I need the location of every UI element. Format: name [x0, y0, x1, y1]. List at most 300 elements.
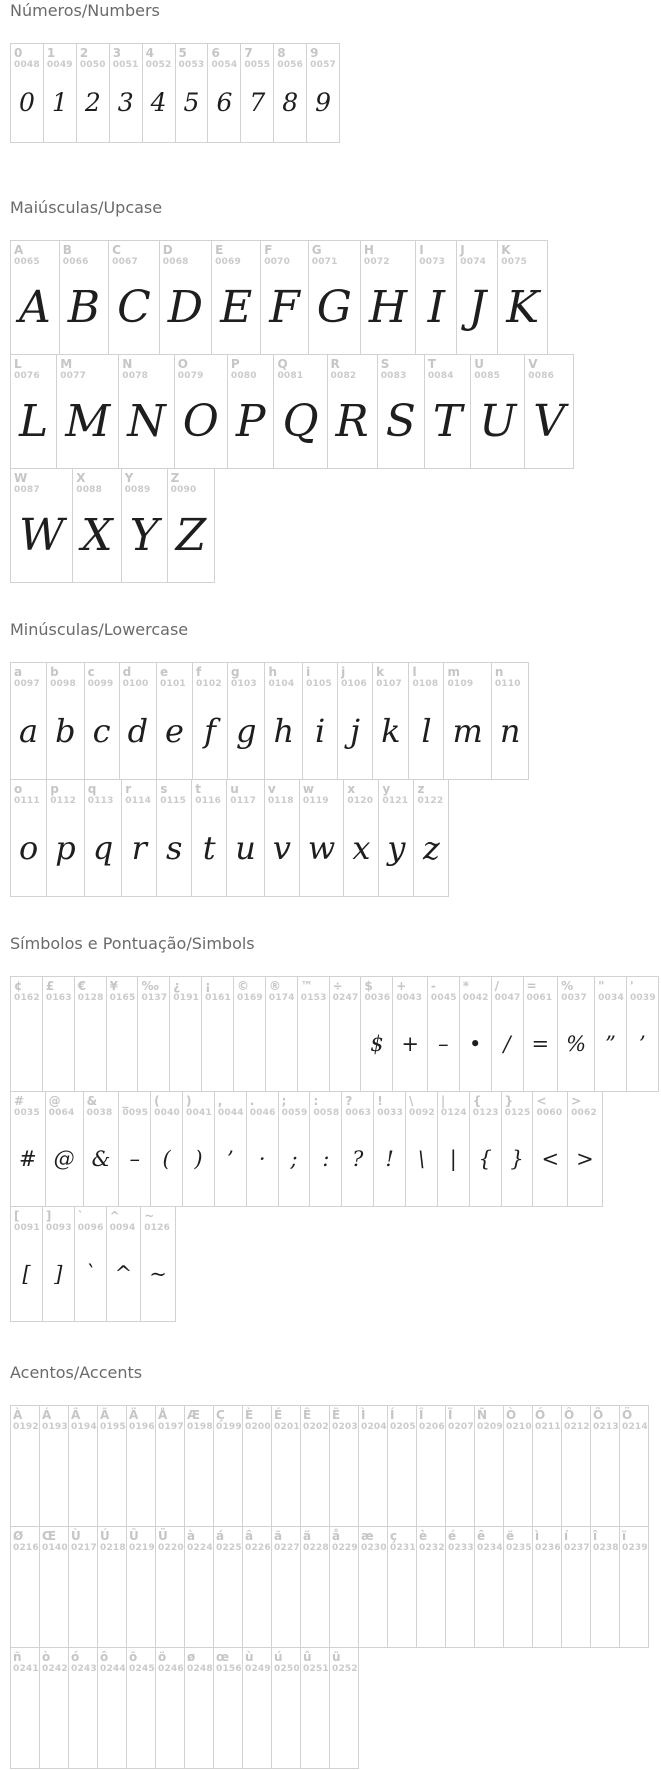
cell-char: ï [622, 1529, 627, 1543]
cell-code: 0210 [506, 1422, 532, 1432]
cell-char: ä [303, 1529, 312, 1543]
cell-glyph: > [576, 1146, 594, 1171]
cell-code: 0111 [14, 796, 40, 806]
cell-label [69, 1527, 97, 1556]
cell-char: B [62, 243, 72, 257]
cell-glyph: D [167, 281, 204, 333]
cell-code: 0120 [347, 796, 374, 806]
glyph-cell [68, 1405, 98, 1527]
cell-code: 0090 [170, 485, 197, 495]
cell-label [241, 44, 273, 73]
cell-glyph: v [272, 828, 291, 867]
cell-label [525, 355, 573, 384]
cell-char: e [160, 665, 169, 679]
cell-label [533, 1092, 567, 1121]
cell-glyph [69, 1435, 97, 1526]
cell-code: 0195 [100, 1422, 126, 1432]
cell-char: F [264, 243, 273, 257]
glyph-cell [45, 1091, 84, 1207]
cell-code: 0086 [528, 371, 555, 381]
cell-label [301, 1527, 329, 1556]
cell-glyph: A [19, 281, 51, 333]
glyph-cell [39, 1526, 69, 1648]
cell-char: a [14, 665, 23, 679]
cell-char: A [14, 243, 24, 257]
cell-label [141, 1207, 175, 1236]
cell-code: 0048 [14, 60, 40, 70]
cell-label [406, 1092, 437, 1121]
cell-glyph [98, 1556, 126, 1647]
glyph-cell [619, 1526, 649, 1648]
cell-glyph: [ [22, 1261, 31, 1286]
cell-code: 0053 [178, 60, 205, 70]
cell-char: £ [45, 979, 55, 993]
cell-label [568, 1092, 602, 1121]
cell-code: 0088 [76, 485, 103, 495]
glyph-cell [491, 662, 530, 780]
cell-char: ; [281, 1094, 287, 1108]
cell-glyph: i [314, 711, 326, 750]
cell-label [119, 1092, 150, 1121]
glyph-row [10, 1647, 661, 1769]
cell-code: 0156 [216, 1664, 242, 1674]
cell-char: ` [77, 1209, 84, 1223]
cell-char: œ [216, 1650, 230, 1664]
cell-char: < [536, 1094, 547, 1108]
glyph-cell [297, 976, 330, 1092]
cell-char: í [564, 1529, 569, 1543]
cell-glyph: L [19, 395, 49, 447]
cell-char: Ì [361, 1408, 366, 1422]
cell-char: z [417, 782, 425, 796]
cell-label [558, 977, 594, 1006]
cell-code: 0192 [13, 1422, 39, 1432]
cell-char: ó [71, 1650, 80, 1664]
cell-glyph [69, 1556, 97, 1647]
cell-char: Ç [216, 1408, 225, 1422]
cell-char: . [249, 1094, 255, 1108]
cell-label [156, 1527, 184, 1556]
cell-code: 0058 [313, 1108, 340, 1118]
glyph-cell [10, 976, 43, 1092]
cell-glyph [214, 1435, 242, 1526]
cell-char: ) [186, 1094, 192, 1108]
cell-code: 0081 [277, 371, 304, 381]
cell-glyph: W [19, 509, 65, 561]
cell-label [44, 44, 76, 73]
cell-char: é [448, 1529, 457, 1543]
glyph-cell [126, 1526, 156, 1648]
glyph-row [10, 1206, 661, 1322]
section-title: Números/Numbers [10, 1, 160, 20]
glyph-cell [470, 354, 525, 469]
cell-label [40, 1527, 68, 1556]
cell-glyph: C [117, 281, 151, 333]
cell-code: 0077 [60, 371, 87, 381]
cell-label [359, 1406, 387, 1435]
glyph-cell [590, 1405, 620, 1527]
cell-label [344, 780, 378, 809]
cell-code: 0230 [361, 1543, 387, 1553]
cell-code: 0234 [477, 1543, 503, 1553]
cell-char: ‰ [141, 979, 159, 993]
glyph-cell [227, 354, 275, 469]
cell-code: 0237 [564, 1543, 590, 1553]
glyph-cell [109, 43, 143, 143]
cell-glyph [11, 1006, 42, 1091]
glyph-cell [360, 240, 416, 355]
cell-label [46, 1092, 83, 1121]
glyph-cell [137, 976, 170, 1092]
glyph-cell [246, 1091, 279, 1207]
cell-label [73, 469, 120, 498]
glyph-row [10, 1526, 661, 1648]
cell-char: 5 [178, 46, 187, 60]
cell-code: 0206 [419, 1422, 445, 1432]
cell-label [425, 355, 470, 384]
cell-label [393, 977, 427, 1006]
cell-label [342, 1092, 373, 1121]
cell-label [214, 1527, 242, 1556]
cell-code: 0096 [77, 1223, 104, 1233]
glyph-cell [309, 1091, 342, 1207]
section-accents [10, 1364, 661, 1769]
glyph-cell [240, 43, 274, 143]
cell-char: = [526, 979, 537, 993]
cell-char: ì [535, 1529, 540, 1543]
cell-glyph: ] [54, 1261, 63, 1286]
cell-glyph [98, 1677, 126, 1768]
glyph-cell [106, 976, 139, 1092]
cell-glyph: e [165, 711, 184, 750]
cell-char: ™ [300, 979, 313, 993]
cell-code: 0233 [448, 1543, 474, 1553]
cell-code: 0118 [267, 796, 294, 806]
glyph-cell [84, 662, 120, 780]
cell-code: 0034 [598, 993, 624, 1003]
cell-char: $ [364, 979, 373, 993]
cell-code: 0121 [382, 796, 409, 806]
glyph-cell [74, 1206, 107, 1322]
cell-code: 0033 [377, 1108, 404, 1118]
glyph-cell [191, 779, 227, 897]
glyph-row [10, 354, 661, 469]
cell-code: 0194 [71, 1422, 97, 1432]
cell-code: 0137 [141, 993, 168, 1003]
glyph-cell [226, 779, 265, 897]
cell-label [388, 1406, 416, 1435]
cell-glyph [301, 1435, 329, 1526]
glyph-cell [142, 43, 176, 143]
cell-char: ç [390, 1529, 398, 1543]
cell-label [212, 241, 260, 270]
cell-char: r [125, 782, 132, 796]
glyph-cell [271, 1526, 301, 1648]
glyph-cell [265, 976, 298, 1092]
cell-char: N [122, 357, 133, 371]
cell-char: ë [506, 1529, 515, 1543]
cell-label [227, 780, 264, 809]
glyph-cell [561, 1405, 591, 1527]
cell-code: 0065 [14, 257, 40, 267]
glyph-cell [126, 1647, 156, 1769]
cell-label [156, 1648, 184, 1677]
glyph-cell [408, 662, 444, 780]
cell-label [193, 663, 227, 692]
glyph-cell [140, 1206, 176, 1322]
glyph-cell [97, 1647, 127, 1769]
cell-code: 0241 [13, 1664, 39, 1674]
cell-char: ã [274, 1529, 283, 1543]
cell-label [409, 663, 443, 692]
cell-code: 0219 [129, 1543, 155, 1553]
cell-label [274, 44, 306, 73]
cell-code: 0036 [364, 993, 391, 1003]
cell-code: 0238 [593, 1543, 619, 1553]
cell-glyph [69, 1677, 97, 1768]
cell-label [127, 1527, 155, 1556]
glyph-cell [474, 1526, 504, 1648]
cell-glyph: # [19, 1146, 37, 1171]
glyph-cell [167, 468, 216, 583]
cell-code: 0227 [274, 1543, 300, 1553]
cell-glyph: r [131, 828, 147, 867]
cell-glyph [417, 1556, 445, 1647]
cell-char: @ [48, 1094, 61, 1108]
glyph-cell [501, 1091, 534, 1207]
glyph-cell [300, 1526, 330, 1648]
cell-char: { [472, 1094, 482, 1108]
section-title: Minúsculas/Lowercase [10, 620, 189, 639]
cell-glyph: • [469, 1031, 482, 1056]
cell-glyph: ’ [639, 1031, 646, 1056]
cell-label [47, 780, 83, 809]
cell-code: 0087 [14, 485, 40, 495]
cell-char: Î [419, 1408, 424, 1422]
cell-code: 0250 [274, 1664, 300, 1674]
cell-code: 0161 [205, 993, 232, 1003]
cell-code: 0191 [173, 993, 200, 1003]
cell-code: 0213 [593, 1422, 619, 1432]
cell-label [120, 663, 156, 692]
cell-glyph [127, 1556, 155, 1647]
cell-char: Z [170, 471, 180, 485]
cell-code: 0047 [494, 993, 521, 1003]
cell-label [310, 1092, 341, 1121]
glyph-cell [42, 1206, 75, 1322]
cell-code: 0247 [332, 993, 359, 1003]
cell-char: P [230, 357, 240, 371]
cell-code: 0198 [187, 1422, 213, 1432]
cell-label [11, 355, 56, 384]
cell-char: ò [42, 1650, 51, 1664]
cell-code: 0084 [427, 371, 454, 381]
cell-code: 0103 [230, 679, 257, 689]
glyph-cell [474, 1405, 504, 1527]
cell-label [504, 1527, 532, 1556]
cell-glyph: 5 [183, 88, 200, 117]
cell-glyph [446, 1556, 474, 1647]
cell-label [379, 780, 413, 809]
cell-label [11, 780, 46, 809]
cell-label [330, 977, 361, 1006]
cell-char: i [306, 665, 311, 679]
glyph-cell [119, 662, 157, 780]
cell-glyph [620, 1435, 648, 1526]
cell-char: O [177, 357, 188, 371]
cell-glyph [504, 1556, 532, 1647]
cell-label [168, 469, 215, 498]
cell-label [151, 1092, 182, 1121]
cell-label [119, 355, 174, 384]
cell-label [265, 780, 299, 809]
cell-char: Û [129, 1529, 139, 1543]
cell-code: 0044 [217, 1108, 244, 1118]
cell-label [214, 1648, 242, 1677]
cell-char: d [122, 665, 132, 679]
cell-label [107, 1207, 141, 1236]
cell-code: 0229 [332, 1543, 358, 1553]
cell-label [243, 1406, 271, 1435]
glyph-cell [184, 1647, 214, 1769]
cell-code: 0245 [129, 1664, 155, 1674]
cell-glyph [214, 1556, 242, 1647]
cell-code: 0235 [506, 1543, 532, 1553]
cell-label [475, 1527, 503, 1556]
cell-label [192, 780, 226, 809]
cell-code: 0117 [230, 796, 257, 806]
glyph-cell [456, 240, 498, 355]
glyph-cell [192, 662, 228, 780]
cell-label [388, 1527, 416, 1556]
cell-char: ü [332, 1650, 341, 1664]
cell-glyph: + [401, 1031, 419, 1056]
cell-char: T [427, 357, 437, 371]
cell-glyph: o [19, 828, 39, 867]
cell-label [11, 977, 42, 1006]
glyph-cell [590, 1526, 620, 1648]
cell-char: ú [274, 1650, 283, 1664]
glyph-cell [106, 1206, 142, 1322]
cell-code: 0153 [300, 993, 327, 1003]
cell-label [533, 1406, 561, 1435]
cell-char: Ú [100, 1529, 110, 1543]
glyph-cell [299, 779, 344, 897]
glyph-cell [392, 976, 428, 1092]
cell-glyph [202, 1006, 233, 1091]
cell-char: o [14, 782, 23, 796]
cell-glyph: s [166, 828, 183, 867]
cell-code: 0091 [14, 1223, 40, 1233]
cell-glyph: 6 [216, 88, 233, 117]
section-title: Acentos/Accents [10, 1363, 143, 1382]
glyph-cell [43, 43, 77, 143]
cell-label [60, 241, 108, 270]
glyph-cell [76, 43, 110, 143]
cell-char: Ã [100, 1408, 110, 1422]
glyph-cell [387, 1526, 417, 1648]
cell-glyph: | [449, 1146, 457, 1171]
glyph-cell [264, 779, 300, 897]
cell-char: ù [245, 1650, 254, 1664]
cell-code: 0054 [211, 60, 238, 70]
cell-code: 0112 [50, 796, 77, 806]
cell-glyph [504, 1435, 532, 1526]
glyph-cell [561, 1526, 591, 1648]
cell-char: ] [45, 1209, 52, 1223]
cell-label [266, 977, 297, 1006]
cell-label [11, 44, 43, 73]
cell-char: Ï [448, 1408, 453, 1422]
cell-char: R [330, 357, 340, 371]
cell-glyph: c [92, 711, 111, 750]
cell-label [47, 663, 83, 692]
cell-char: \ [409, 1094, 414, 1108]
cell-label [11, 1092, 45, 1121]
cell-glyph [40, 1556, 68, 1647]
cell-char: Ô [564, 1408, 575, 1422]
cell-char: M [60, 357, 73, 371]
glyph-cell [260, 240, 309, 355]
glyph-cell [10, 43, 44, 143]
glyph-cell [329, 1526, 359, 1648]
glyph-cell [155, 1647, 185, 1769]
glyph-cell [594, 976, 627, 1092]
cell-code: 0106 [341, 679, 367, 689]
glyph-cell [121, 779, 157, 897]
cell-label [157, 780, 191, 809]
cell-label [160, 241, 211, 270]
cell-glyph [170, 1006, 201, 1091]
cell-label [122, 469, 167, 498]
cell-glyph [75, 1006, 106, 1091]
cell-glyph [330, 1677, 358, 1768]
cell-glyph [11, 1556, 39, 1647]
cell-char: 0 [14, 46, 23, 60]
cell-glyph: – [129, 1146, 140, 1171]
cell-glyph: x [352, 828, 371, 867]
cell-code: 0074 [460, 257, 487, 267]
cell-char: ' [629, 979, 634, 993]
cell-glyph: 7 [249, 88, 266, 117]
cell-char: k [376, 665, 385, 679]
cell-char: û [303, 1650, 312, 1664]
cell-glyph: ^ [114, 1261, 133, 1286]
glyph-cell [626, 976, 659, 1092]
cell-char: L [14, 357, 22, 371]
cell-code: 0125 [504, 1108, 531, 1118]
cell-label [591, 1527, 619, 1556]
cell-glyph [388, 1556, 416, 1647]
cell-label [307, 44, 339, 73]
cell-glyph [417, 1435, 445, 1526]
cell-glyph: V [533, 395, 566, 447]
cell-char: ô [100, 1650, 109, 1664]
cell-char: ! [377, 1094, 383, 1108]
cell-glyph: : [322, 1146, 330, 1171]
glyph-cell [233, 976, 266, 1092]
cell-glyph [359, 1556, 387, 1647]
cell-code: 0072 [363, 257, 390, 267]
cell-code: 0165 [109, 993, 136, 1003]
glyph-cell [174, 354, 228, 469]
cell-glyph: z [423, 828, 440, 867]
glyph-cell [387, 1405, 417, 1527]
cell-code: 0244 [100, 1664, 126, 1674]
cell-label [330, 1406, 358, 1435]
cell-code: 0059 [281, 1108, 308, 1118]
cell-glyph: @ [53, 1146, 75, 1171]
